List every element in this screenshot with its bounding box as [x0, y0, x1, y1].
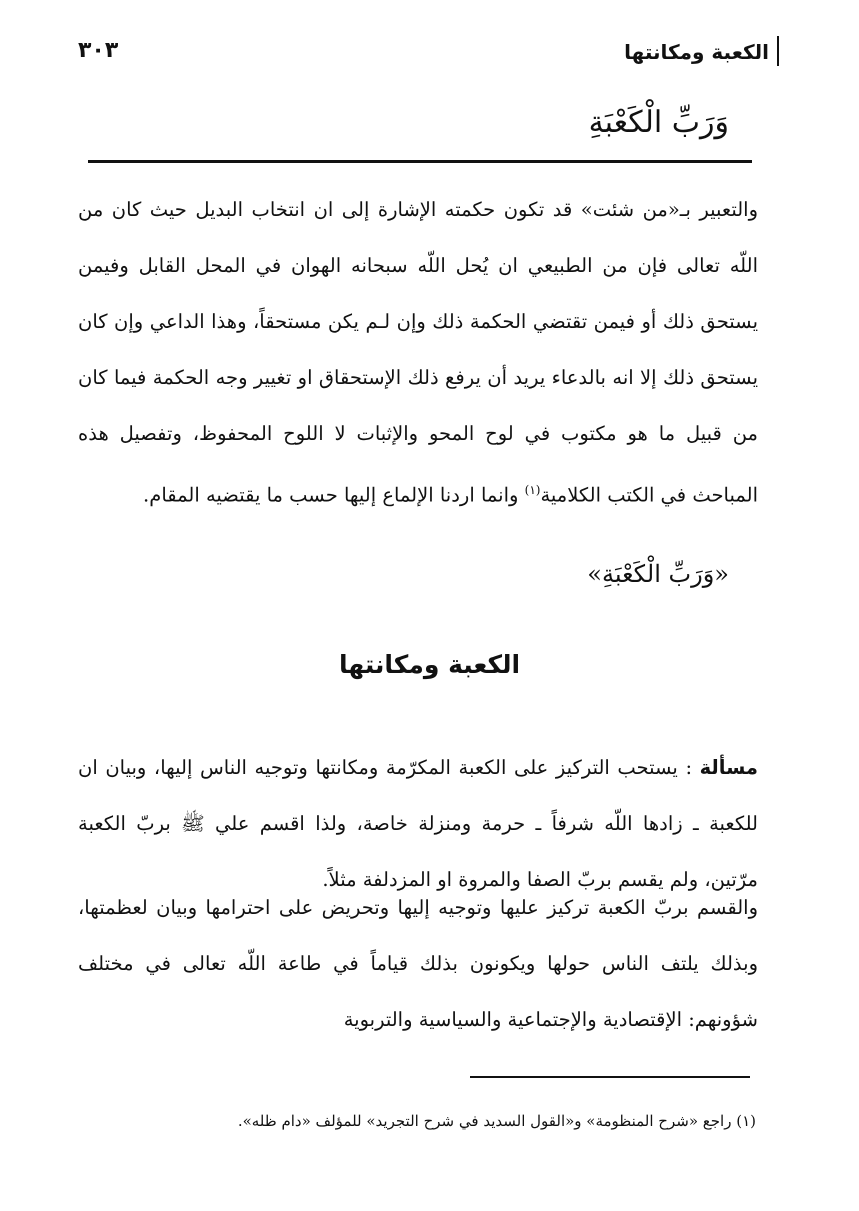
footnote: (١) راجع «شرح المنظومة» و«القول السديد في شرح التجريد» للمؤلف «دام ظله».: [237, 1112, 756, 1130]
footnote-divider: [470, 1076, 750, 1078]
paragraph-text-continued: وانما اردنا الإلماع إليها حسب ما يقتضيه المقام.: [143, 483, 525, 507]
heading-divider: [88, 160, 752, 163]
footnote-reference[interactable]: (١): [524, 483, 541, 497]
header-rule: [777, 36, 779, 66]
section-title: الكعبة ومكانتها: [338, 650, 521, 679]
issue-term: مسألة: [699, 756, 758, 779]
running-title: الكعبة ومكانتها: [624, 40, 769, 64]
paragraph-text: والتعبير بـ«من شئت» قد تكون حكمته الإشارة إلى ان انتخاب البديل حيث كان من اللّه تعالى فإن من الطبيعي ان يُحل اللّه سبحانه الهوان في المحل القابل وفيمن يستحق ذلك أو فيمن تقتضي الحكمة ذلك وإن لـم يكن مستحقاً، وهذا الداعي وإن كان يستحق ذلك إلا انه بالدعاء يريد أن يرفع ذلك الإستحقاق او تغيير وجه الحكمة فيما كان من قبيل ما هو مكتوب في لوح المحو والإثبات لا اللوح المحفوظ، وتفصيل هذه المباحث في الكتب الكلامية: [78, 198, 758, 507]
paragraph-oath: [78, 880, 758, 1048]
verse-quote: «وَرَبِّ الْكَعْبَةِ»: [587, 560, 729, 588]
page-number: ٣٠٣: [78, 38, 119, 63]
verse-heading: وَرَبِّ الْكَعْبَةِ: [588, 105, 729, 140]
paragraph-text: : يستحب التركيز على الكعبة المكرّمة ومكانتها وتوجيه الناس إليها، وبيان ان للكعبة ـ زادها اللّه شرفاً ـ حرمة ومنزلة خاصة، ولذا اقسم علي ﷺ بربّ الكعبة مرّتين، ولم يقسم بربّ الصفا والمروة او المزدلفة مثلاً.: [78, 756, 758, 891]
paragraph-text: والقسم بربّ الكعبة تركيز عليها وتوجيه إليها وتحريض على احترامها وبيان لعظمتها، وبذلك يلتف الناس حولها ويكونون بذلك قياماً في طاعة اللّه تعالى في مختلف شؤونهم: الإقتصادية والإجتماعية والسياسية والتربوية: [78, 896, 758, 1031]
paragraph-commentary: [78, 182, 758, 524]
